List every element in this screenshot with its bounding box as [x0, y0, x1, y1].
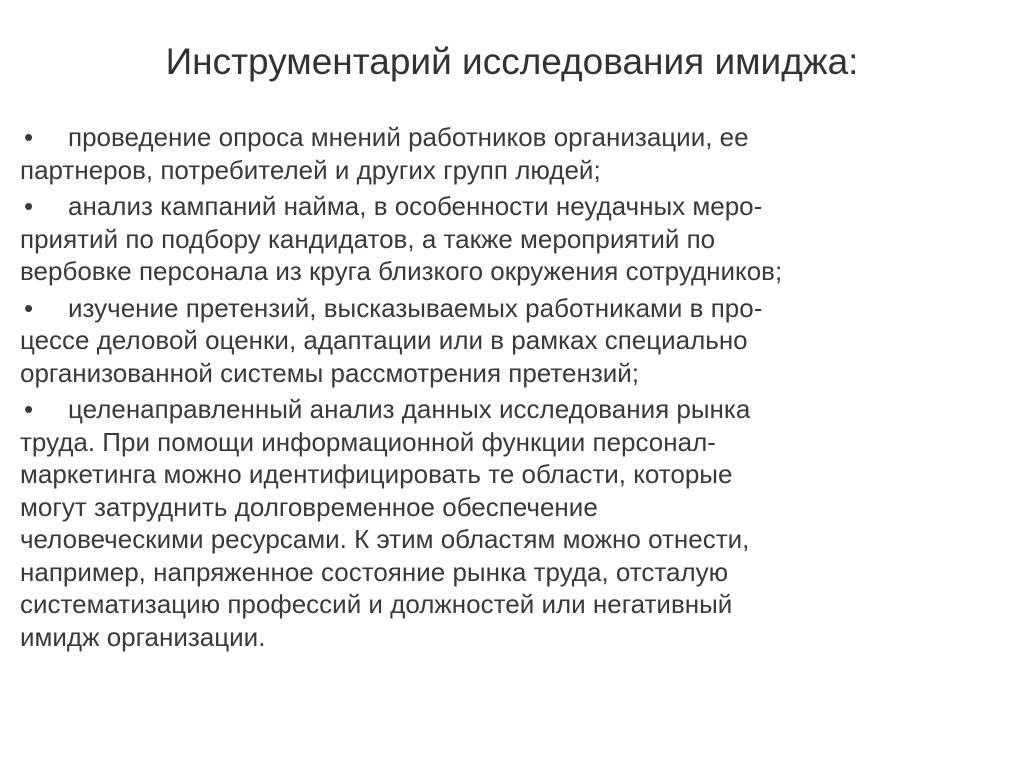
- bullet-dot-icon: •: [24, 122, 34, 152]
- bullet-line: труда. При помощи информационной функции персонал-: [20, 426, 716, 457]
- bullet-text: анализ кампаний найма, в особенности неудачных меро-: [68, 191, 763, 221]
- bullet-line: маркетинга можно идентифицировать те области, которые: [20, 459, 733, 489]
- bullet-line: [20, 121, 1010, 154]
- bullet-list: [20, 121, 1010, 657]
- bullet-line: человеческими ресурсами. К этим областям можно отнести,: [20, 524, 750, 554]
- bullet-item: [20, 190, 1010, 288]
- slide-title: Инструментарий исследования имиджа:: [165, 41, 859, 82]
- bullet-line: вербовке персонала из круга близкого окружения сотрудников;: [20, 256, 783, 286]
- bullet-text: проведение опроса мнений работников организации, ее: [68, 122, 749, 152]
- bullet-line: [20, 292, 1010, 325]
- bullet-item: [20, 393, 1010, 653]
- bullet-text: целенаправленный анализ данных исследования рынка: [68, 394, 751, 424]
- bullet-line: например, напряженное состояние рынка труда, отсталую: [20, 556, 729, 587]
- bullet-text: изучение претензий, высказываемых работниками в про-: [68, 292, 763, 323]
- bullet-dot-icon: •: [24, 394, 34, 424]
- bullet-line: приятий по подбору кандидатов, а также мероприятий по: [20, 223, 716, 254]
- bullet-dot-icon: •: [24, 191, 34, 221]
- bullet-line: цессе деловой оценки, адаптации или в рамках специально: [20, 325, 748, 355]
- bullet-item: [20, 121, 1010, 186]
- bullet-line: [20, 190, 1010, 223]
- bullet-line: партнеров, потребителей и других групп людей;: [20, 154, 601, 185]
- bullet-line: [20, 393, 1010, 426]
- bullet-line: систематизацию профессий и должностей или негативный: [20, 589, 733, 619]
- bullet-dot-icon: •: [24, 292, 34, 323]
- bullet-line: могут затруднить долговременное обеспечение: [20, 491, 598, 522]
- bullet-line: имидж организации.: [20, 621, 266, 652]
- bullet-item: [20, 292, 1010, 390]
- bullet-line: организованной системы рассмотрения претензий;: [20, 357, 640, 388]
